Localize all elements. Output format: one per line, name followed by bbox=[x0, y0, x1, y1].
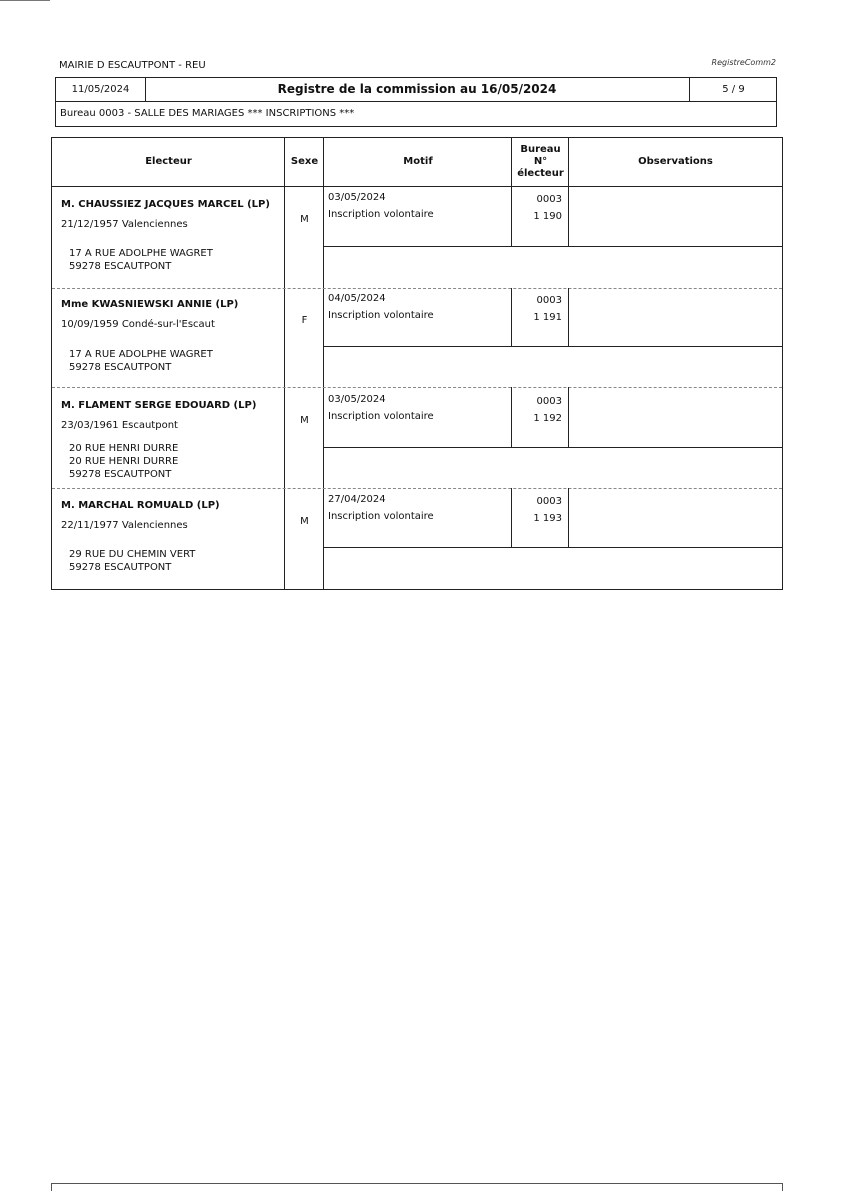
col-header-sexe: Sexe bbox=[290, 156, 319, 167]
row-divider bbox=[323, 547, 782, 548]
elector-address: 17 A RUE ADOLPHE WAGRET bbox=[69, 349, 213, 360]
col-divider bbox=[511, 488, 512, 547]
page-title: Registre de la commission au 16/05/2024 bbox=[277, 82, 557, 96]
col-divider bbox=[568, 488, 569, 547]
edition-date: 11/05/2024 bbox=[56, 78, 146, 101]
col-header-observations: Observations bbox=[638, 156, 713, 167]
bureau-code: 0003 bbox=[536, 396, 562, 407]
bureau-code: 0003 bbox=[536, 194, 562, 205]
elector-birth: 10/09/1959 Condé-sur-l'Escaut bbox=[61, 319, 215, 330]
row-divider bbox=[323, 346, 782, 347]
elector-number: 1 193 bbox=[533, 513, 562, 524]
row-separator bbox=[52, 387, 782, 388]
mairie-name: MAIRIE D ESCAUTPONT - REU bbox=[59, 60, 206, 71]
col-header-bureau bbox=[512, 138, 569, 186]
col-divider bbox=[568, 138, 569, 186]
motif-date: 27/04/2024 bbox=[328, 494, 386, 505]
elector-name: M. FLAMENT SERGE EDOUARD (LP) bbox=[61, 400, 257, 411]
motif-text: Inscription volontaire bbox=[328, 511, 434, 522]
electors-table bbox=[51, 137, 783, 590]
page-footer-frame bbox=[51, 1183, 783, 1191]
col-header-motif: Motif bbox=[403, 156, 433, 167]
motif-date: 03/05/2024 bbox=[328, 192, 386, 203]
scan-top-line bbox=[0, 0, 50, 1]
row-divider bbox=[323, 246, 782, 247]
col-divider bbox=[568, 387, 569, 447]
motif-date: 03/05/2024 bbox=[328, 394, 386, 405]
elector-birth: 21/12/1957 Valenciennes bbox=[61, 219, 188, 230]
elector-address: 20 RUE HENRI DURRE bbox=[69, 456, 179, 467]
page-number: 5 / 9 bbox=[689, 78, 777, 101]
row-separator bbox=[52, 288, 782, 289]
elector-sexe: M bbox=[300, 214, 309, 225]
header-box bbox=[55, 77, 777, 102]
elector-sexe: F bbox=[301, 315, 308, 326]
motif-date: 04/05/2024 bbox=[328, 293, 386, 304]
col-divider bbox=[511, 186, 512, 246]
col-divider bbox=[568, 288, 569, 346]
col-header-bureau-line3: électeur bbox=[517, 168, 564, 179]
elector-name: Mme KWASNIEWSKI ANNIE (LP) bbox=[61, 299, 239, 310]
elector-address: 59278 ESCAUTPONT bbox=[69, 469, 172, 480]
elector-sexe: M bbox=[300, 516, 309, 527]
elector-name: M. CHAUSSIEZ JACQUES MARCEL (LP) bbox=[61, 199, 270, 210]
col-header-bureau-line2: N° bbox=[533, 156, 548, 167]
elector-address: 59278 ESCAUTPONT bbox=[69, 261, 172, 272]
elector-number: 1 191 bbox=[533, 312, 562, 323]
bureau-code: 0003 bbox=[536, 295, 562, 306]
elector-sexe: M bbox=[300, 415, 309, 426]
motif-text: Inscription volontaire bbox=[328, 209, 434, 220]
col-divider bbox=[511, 138, 512, 186]
col-header-bureau-line1: Bureau bbox=[520, 144, 561, 155]
elector-address: 59278 ESCAUTPONT bbox=[69, 362, 172, 373]
motif-text: Inscription volontaire bbox=[328, 411, 434, 422]
bureau-code: 0003 bbox=[536, 496, 562, 507]
elector-number: 1 190 bbox=[533, 211, 562, 222]
elector-address: 59278 ESCAUTPONT bbox=[69, 562, 172, 573]
col-divider bbox=[568, 186, 569, 246]
elector-birth: 23/03/1961 Escautpont bbox=[61, 420, 178, 431]
row-divider bbox=[323, 447, 782, 448]
elector-address: 29 RUE DU CHEMIN VERT bbox=[69, 549, 196, 560]
elector-name: M. MARCHAL ROMUALD (LP) bbox=[61, 500, 220, 511]
motif-text: Inscription volontaire bbox=[328, 310, 434, 321]
bureau-line: Bureau 0003 - SALLE DES MARIAGES *** INSCRIPTIONS *** bbox=[55, 102, 777, 127]
elector-address: 20 RUE HENRI DURRE bbox=[69, 443, 179, 454]
col-divider bbox=[511, 387, 512, 447]
col-divider bbox=[511, 288, 512, 346]
elector-number: 1 192 bbox=[533, 413, 562, 424]
header-divider bbox=[52, 186, 782, 187]
elector-birth: 22/11/1977 Valenciennes bbox=[61, 520, 188, 531]
row-separator bbox=[52, 488, 782, 489]
report-reference: RegistreComm2 bbox=[711, 58, 776, 67]
elector-address: 17 A RUE ADOLPHE WAGRET bbox=[69, 248, 213, 259]
col-header-electeur: Electeur bbox=[145, 156, 192, 167]
